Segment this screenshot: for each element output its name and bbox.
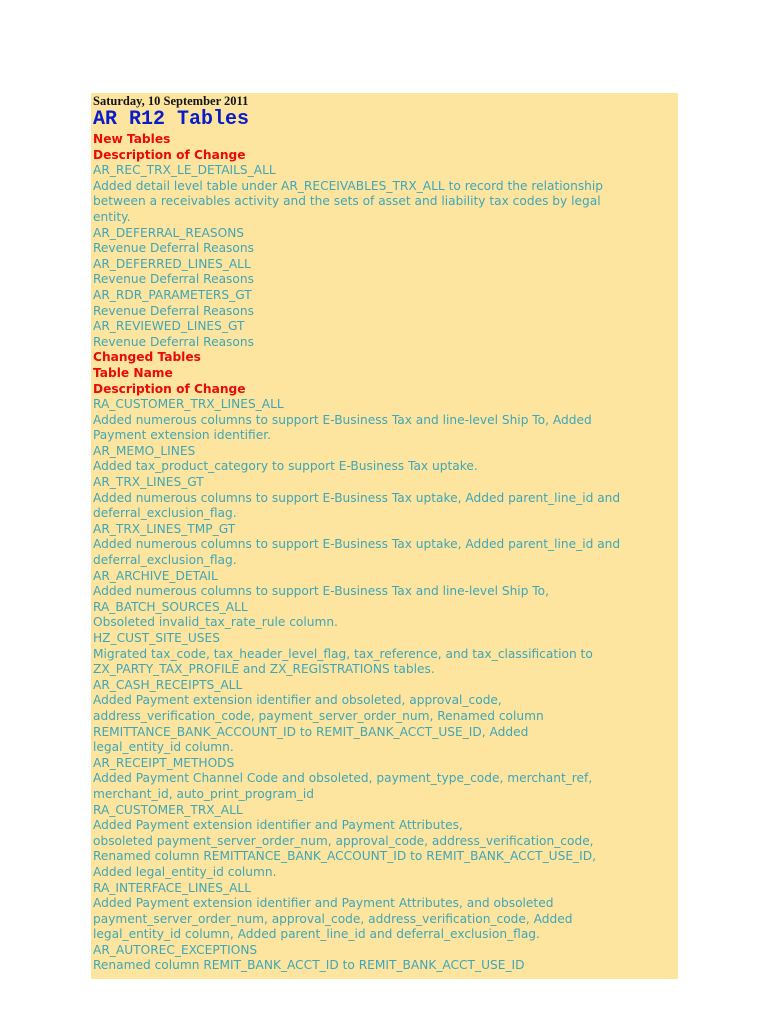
body-text-line: deferral_exclusion_flag. — [93, 506, 237, 521]
document-body — [93, 132, 676, 974]
section-heading: New Tables — [93, 132, 171, 146]
body-text-line: ZX_PARTY_TAX_PROFILE and ZX_REGISTRATIONS tables. — [93, 662, 435, 677]
body-text-line: legal_entity_id column. — [93, 740, 234, 755]
body-text-line: entity. — [93, 209, 131, 224]
body-text-line: Added legal_entity_id column. — [93, 864, 277, 879]
body-text-line: AR_CASH_RECEIPTS_ALL — [93, 677, 243, 692]
body-text-line: REMITTANCE_BANK_ACCOUNT_ID to REMIT_BANK_ACCT_USE_ID, Added — [93, 724, 529, 739]
body-text-line: payment_server_order_num, approval_code, address_verification_code, Added — [93, 911, 573, 926]
body-text-line: AR_REVIEWED_LINES_GT — [93, 319, 245, 334]
body-text-line: Obsoleted invalid_tax_rate_rule column. — [93, 615, 338, 630]
body-text-line: RA_BATCH_SOURCES_ALL — [93, 599, 248, 614]
body-text-line: AR_REC_TRX_LE_DETAILS_ALL — [93, 163, 276, 178]
body-text-line: Added numerous columns to support E-Business Tax uptake, Added parent_line_id and — [93, 537, 621, 552]
body-text-line: deferral_exclusion_flag. — [93, 553, 237, 568]
page-title: AR R12 Tables — [93, 108, 250, 131]
body-text-line: Payment extension identifier. — [93, 428, 271, 443]
body-text-line: RA_CUSTOMER_TRX_ALL — [93, 802, 243, 817]
body-text-line: AR_TRX_LINES_TMP_GT — [93, 521, 236, 536]
body-text-line: Added tax_product_category to support E-Business Tax uptake. — [93, 459, 478, 474]
body-text-line: Revenue Deferral Reasons — [93, 303, 254, 318]
body-text-line: Migrated tax_code, tax_header_level_flag, tax_reference, and tax_classification to — [93, 646, 593, 661]
body-text-line: AR_TRX_LINES_GT — [93, 475, 204, 490]
body-text-line: legal_entity_id column, Added parent_line_id and deferral_exclusion_flag. — [93, 927, 540, 942]
body-text-line: between a receivables activity and the sets of asset and liability tax codes by legal — [93, 194, 601, 209]
section-heading: Description of Change — [93, 381, 246, 396]
body-text-line: Added numerous columns to support E-Business Tax uptake, Added parent_line_id and — [93, 490, 621, 505]
body-text-line: Added Payment extension identifier and obsoleted, approval_code, — [93, 693, 502, 708]
section-heading: Description of Change — [93, 147, 246, 162]
body-text-line: Revenue Deferral Reasons — [93, 272, 254, 287]
body-text-line: Added detail level table under AR_RECEIVABLES_TRX_ALL to record the relationship — [93, 178, 604, 193]
body-text-line: RA_CUSTOMER_TRX_LINES_ALL — [93, 397, 284, 412]
body-text-line: Revenue Deferral Reasons — [93, 241, 254, 256]
section-heading: Changed Tables — [93, 350, 201, 365]
body-text-line: Added Payment extension identifier and Payment Attributes, — [93, 818, 463, 833]
body-text-line: AR_MEMO_LINES — [93, 443, 196, 458]
document-page — [91, 93, 678, 979]
body-text-line: merchant_id, auto_print_program_id — [93, 786, 314, 801]
body-text-line: address_verification_code, payment_server_order_num, Renamed column — [93, 708, 544, 723]
body-text-line: AR_DEFERRAL_REASONS — [93, 225, 245, 240]
body-text-line: AR_RECEIPT_METHODS — [93, 755, 235, 770]
body-text-line: Added Payment Channel Code and obsoleted, payment_type_code, merchant_ref, — [93, 771, 593, 786]
section-heading: Table Name — [93, 365, 173, 380]
body-text-line: Revenue Deferral Reasons — [93, 334, 254, 349]
body-text-line: Added Payment extension identifier and Payment Attributes, and obsoleted — [93, 896, 554, 911]
body-text-line: AR_ARCHIVE_DETAIL — [93, 568, 218, 583]
body-text-line: obsoleted payment_server_order_num, approval_code, address_verification_code, — [93, 833, 594, 848]
body-text-line: AR_AUTOREC_EXCEPTIONS — [93, 942, 258, 957]
body-text-line: Added numerous columns to support E-Business Tax and line-level Ship To, — [93, 584, 550, 599]
body-text-line: AR_RDR_PARAMETERS_GT — [93, 287, 252, 302]
body-text-line: Renamed column REMITTANCE_BANK_ACCOUNT_ID to REMIT_BANK_ACCT_USE_ID, — [93, 849, 596, 864]
body-text-line: Added numerous columns to support E-Business Tax and line-level Ship To, Added — [93, 412, 592, 427]
body-text-line: Renamed column REMIT_BANK_ACCT_ID to REMIT_BANK_ACCT_USE_ID — [93, 958, 525, 973]
post-date: Saturday, 10 September 2011 — [93, 94, 249, 108]
body-text-line: HZ_CUST_SITE_USES — [93, 631, 220, 645]
body-text-line: RA_INTERFACE_LINES_ALL — [93, 880, 251, 895]
body-text-line: AR_DEFERRED_LINES_ALL — [93, 256, 251, 271]
